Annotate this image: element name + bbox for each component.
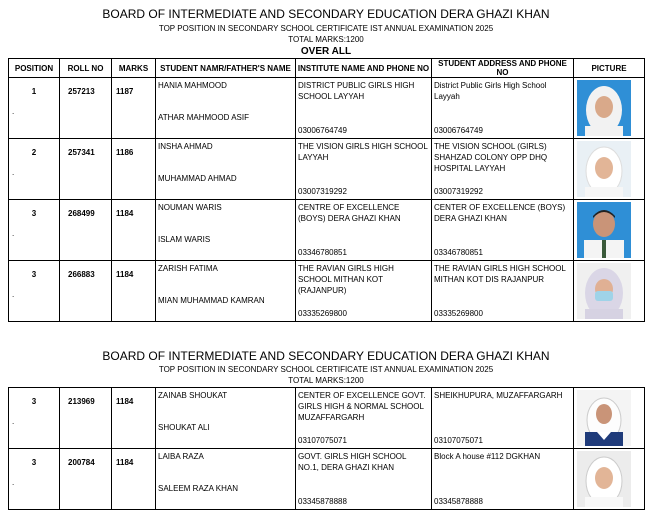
roll-no: 266883 [68, 270, 95, 279]
institute-phone: 03335269800 [298, 309, 347, 318]
student-name: ZARISH FATIMA [158, 264, 218, 273]
student-address: District Public Girls High School Layyah [434, 81, 547, 101]
col-position: POSITION [9, 59, 60, 78]
marks: 1187 [116, 87, 134, 96]
col-address: STUDENT ADDRESS AND PHONE NO [432, 59, 574, 78]
marks: 1186 [116, 148, 134, 157]
student-address: SHEIKHUPURA, MUZAFFARGARH [434, 391, 563, 400]
table-row [9, 261, 645, 322]
roll-no: 257341 [68, 148, 95, 157]
roll-no: 257213 [68, 87, 95, 96]
institute-phone: 03346780851 [298, 248, 347, 257]
table-row [9, 139, 645, 200]
position: 1 [31, 87, 37, 96]
marks: 1184 [116, 270, 134, 279]
student-name: NOUMAN WARIS [158, 203, 222, 212]
address-phone: 03007319292 [434, 187, 483, 196]
marks: 1184 [116, 397, 134, 406]
dot-marker: . [12, 478, 15, 487]
dot-marker: . [12, 168, 15, 177]
table-row [9, 200, 645, 261]
student-address: THE RAVIAN GIRLS HIGH SCHOOL MITHAN KOT DIS RAJANPUR [434, 264, 566, 284]
institute-name: THE RAVIAN GIRLS HIGH SCHOOL MITHAN KOT (RAJANPUR) [298, 264, 394, 295]
col-marks: MARKS [112, 59, 156, 78]
roll-no: 200784 [68, 458, 95, 467]
position: 2 [31, 148, 37, 157]
father-name: ISLAM WARIS [158, 235, 211, 244]
results-table-bottom [8, 387, 645, 510]
institute-phone: 03107075071 [298, 436, 347, 445]
roll-no: 268499 [68, 209, 95, 218]
overall-heading: OVER ALL [300, 46, 352, 57]
col-institute: INSTITUTE NAME AND PHONE NO [296, 59, 432, 78]
father-name: ATHAR MAHMOOD ASIF [158, 113, 249, 122]
table-row [9, 78, 645, 139]
father-name: MIAN MUHAMMAD KAMRAN [158, 296, 265, 305]
student-name: ZAINAB SHOUKAT [158, 391, 228, 400]
total-marks-2: TOTAL MARKS:1200 [288, 376, 364, 385]
student-name: INSHA AHMAD [158, 142, 213, 151]
institute-phone: 03006764749 [298, 126, 347, 135]
col-name: STUDENT NAMR/FATHER'S NAME [156, 59, 296, 78]
student-photo [577, 451, 631, 507]
institute-name: CENTRE OF EXCELLENCE (BOYS) DERA GHAZI KHAN [298, 203, 401, 223]
roll-no: 213969 [68, 397, 95, 406]
student-photo [577, 390, 631, 446]
institute-name: GOVT. GIRLS HIGH SCHOOL NO.1, DERA GHAZI KHAN [298, 452, 407, 472]
address-phone: 03107075071 [434, 436, 483, 445]
student-photo [577, 80, 631, 136]
dot-marker: . [12, 229, 15, 238]
address-phone: 03345878888 [434, 497, 483, 506]
board-title: BOARD OF INTERMEDIATE AND SECONDARY EDUCATION DERA GHAZI KHAN [102, 7, 550, 21]
student-photo [577, 202, 631, 258]
student-name: HANIA MAHMOOD [158, 81, 227, 90]
table-row [9, 388, 645, 449]
exam-subtitle-2: TOP POSITION IN SECONDARY SCHOOL CERTIFICATE IST ANNUAL EXAMINATION 2025 [158, 365, 494, 374]
dot-marker: . [12, 417, 15, 426]
position: 3 [31, 397, 37, 406]
student-address: Block A house #112 DGKHAN [434, 452, 541, 461]
institute-phone: 03007319292 [298, 187, 347, 196]
total-marks: TOTAL MARKS:1200 [288, 35, 364, 44]
table-row [9, 449, 645, 510]
dot-marker: . [12, 107, 15, 116]
institute-name: THE VISION GIRLS HIGH SCHOOL LAYYAH [298, 142, 428, 162]
father-name: SHOUKAT ALI [158, 423, 210, 432]
institute-name: DISTRICT PUBLIC GIRLS HIGH SCHOOL LAYYAH [298, 81, 415, 101]
student-name: LAIBA RAZA [158, 452, 204, 461]
student-address: THE VISION SCHOOL (GIRLS) SHAHZAD COLONY OPP DHQ HOSPITAL LAYYAH [434, 142, 548, 173]
position: 3 [31, 458, 37, 467]
marks: 1184 [116, 458, 134, 467]
position: 3 [31, 270, 37, 279]
father-name: MUHAMMAD AHMAD [158, 174, 237, 183]
student-photo [577, 263, 631, 319]
student-photo [577, 141, 631, 197]
board-title-2: BOARD OF INTERMEDIATE AND SECONDARY EDUCATION DERA GHAZI KHAN [102, 349, 550, 363]
address-phone: 03346780851 [434, 248, 483, 257]
institute-name: CENTER OF EXCELLENCE GOVT. GIRLS HIGH & NORMAL SCHOOL MUZAFFARGARH [298, 391, 426, 422]
address-phone: 03335269800 [434, 309, 483, 318]
header-row [9, 59, 645, 78]
col-roll: ROLL NO [60, 59, 112, 78]
results-table-top [8, 58, 645, 322]
marks: 1184 [116, 209, 134, 218]
position: 3 [31, 209, 37, 218]
address-phone: 03006764749 [434, 126, 483, 135]
exam-subtitle: TOP POSITION IN SECONDARY SCHOOL CERTIFICATE IST ANNUAL EXAMINATION 2025 [158, 24, 494, 33]
student-address: CENTER OF EXCELLENCE (BOYS) DERA GHAZI KHAN [434, 203, 566, 223]
father-name: SALEEM RAZA KHAN [158, 484, 239, 493]
col-picture: PICTURE [574, 59, 645, 78]
dot-marker: . [12, 290, 15, 299]
institute-phone: 03345878888 [298, 497, 347, 506]
